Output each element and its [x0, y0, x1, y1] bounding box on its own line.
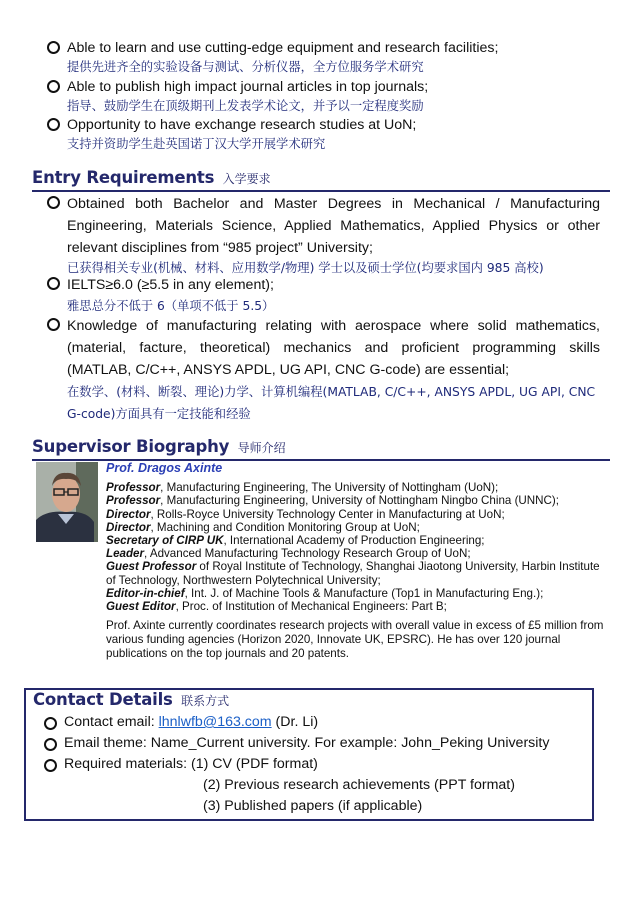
requirement-cn: 已获得相关专业(机械、材料、应用数学/物理) 学士以及硕士学位(均要求国内 985 高校) [67, 261, 544, 275]
circle-bullet-icon [47, 80, 60, 93]
role-title: Professor [106, 481, 161, 495]
requirement-en: Knowledge of manufacturing relating with aerospace where solid mathematics, (material, facture, theoretical) mechanics and proficient programming skills (MATLAB, C/C++, ANSYS APDL, UG API, CNC G-code) are essential; [67, 318, 600, 378]
email-theme-text: Email theme: Name_Current university. For example: John_Peking University [64, 735, 550, 751]
benefit-en: Able to publish high impact journal articles in top journals; [67, 79, 429, 95]
bio-role-line [106, 521, 606, 534]
benefit-cn: 支持并资助学生赴英国诺丁汉大学开展学术研究 [67, 137, 326, 151]
contact-email-suffix: (Dr. Li) [271, 714, 319, 730]
requirement-cn: 雅思总分不低于 6（单项不低于 5.5） [67, 299, 275, 313]
section-title-cn: 导师介绍 [237, 441, 286, 455]
role-title: Director [106, 520, 151, 534]
supervisor-bio [106, 462, 606, 661]
requirement-cn: 在数学、(材料、断裂、理论)力学、计算机编程(MATLAB, C/C++, ANSYS APDL, UG API, CNC G-code)方面具有一定技能和经验 [67, 385, 596, 421]
material-item: (2) Previous research achievements (PPT format) [203, 777, 515, 793]
benefit-cn: 提供先进齐全的实验设备与测试、分析仪器，全方位服务学术研究 [67, 60, 424, 74]
email-theme-row [44, 735, 549, 751]
entry-requirements-header [32, 168, 610, 192]
role-desc: , Manufacturing Engineering, The University of Nottingham (UoN); [160, 481, 499, 495]
circle-bullet-icon [44, 738, 57, 751]
bio-role-line [106, 534, 606, 547]
portrait-photo-icon [36, 462, 98, 542]
requirement-item [47, 193, 600, 278]
bio-summary: Prof. Axinte currently coordinates research projects with overall value in excess of £5 million from various funding agencies (Horizon 2020, Innovate UK, EPSRC). He has over 120 journal publications on the top journals and 20 patents. [106, 619, 604, 661]
requirement-item [47, 315, 600, 425]
contact-email-label: Contact email: [64, 714, 159, 730]
section-title: Supervisor Biography [32, 437, 230, 456]
contact-details-box [24, 688, 594, 821]
bio-role-line [106, 481, 606, 494]
role-title: Guest Editor [106, 600, 176, 614]
benefit-cn: 指导、鼓励学生在顶级期刊上发表学术论文，并予以一定程度奖励 [67, 99, 424, 113]
role-title: Guest Professor [106, 560, 197, 574]
bio-role-line [106, 600, 606, 613]
benefit-item [47, 77, 607, 116]
role-desc: , Proc. of Institution of Mechanical Engineers: Part B; [175, 600, 447, 614]
circle-bullet-icon [47, 118, 60, 131]
role-desc: , Advanced Manufacturing Technology Research Group of UoN; [144, 547, 471, 561]
role-title: Secretary of CIRP UK [106, 534, 224, 548]
required-materials-row [44, 756, 318, 772]
benefit-item [47, 38, 607, 77]
contact-email-row [44, 714, 318, 730]
circle-bullet-icon [47, 277, 60, 290]
role-desc: of Royal Institute of Technology, Shanghai Jiaotong University, Harbin Institute of Technology, Northwestern Polytechnical University; [106, 560, 600, 587]
contact-email-link[interactable]: lhnlwfb@163.com [158, 714, 272, 730]
benefit-item [47, 115, 607, 154]
role-title: Director [106, 507, 151, 521]
role-desc: , International Academy of Production Engineering; [223, 534, 485, 548]
role-desc: , Rolls-Royce University Technology Center in Manufacturing at UoN; [150, 507, 505, 521]
role-title: Leader [106, 547, 145, 561]
bio-role-line [106, 560, 606, 586]
material-item: (3) Published papers (if applicable) [203, 798, 423, 814]
bio-role-line [106, 587, 606, 600]
supervisor-biography-header [32, 437, 610, 461]
benefit-en: Able to learn and use cutting-edge equipment and research facilities; [67, 40, 499, 56]
role-desc: , Int. J. of Machine Tools & Manufacture (Top1 in Manufacturing Eng.); [184, 586, 544, 600]
circle-bullet-icon [44, 759, 57, 772]
section-title-cn: 联系方式 [181, 694, 230, 708]
required-materials-label: Required materials: [64, 756, 191, 772]
contact-details-header [33, 690, 229, 710]
bio-role-line [106, 547, 606, 560]
material-item: (1) CV (PDF format) [190, 756, 318, 772]
circle-bullet-icon [47, 41, 60, 54]
section-title-cn: 入学要求 [222, 172, 271, 186]
role-title: Professor [106, 494, 161, 508]
bio-role-line [106, 494, 606, 507]
requirement-en: Obtained both Bachelor and Master Degrees in Mechanical / Manufacturing Engineering, Materials Science, Applied Mathematics, Applied Physics or other relevant disciplines from “985 project” University; [67, 196, 600, 256]
role-desc: , Machining and Condition Monitoring Group at UoN; [150, 520, 420, 534]
circle-bullet-icon [47, 318, 60, 331]
requirement-en: IELTS≥6.0 (≥5.5 in any element); [67, 277, 274, 293]
supervisor-name: Prof. Dragos Axinte [106, 461, 223, 475]
role-title: Editor-in-chief [106, 586, 185, 600]
section-title: Entry Requirements [32, 168, 215, 187]
role-desc: , Manufacturing Engineering, University of Nottingham Ningbo China (UNNC); [160, 494, 559, 508]
benefit-en: Opportunity to have exchange research studies at UoN; [67, 117, 417, 133]
section-title: Contact Details [33, 690, 173, 709]
bio-role-line [106, 508, 606, 521]
supervisor-photo [36, 462, 98, 542]
circle-bullet-icon [47, 196, 60, 209]
circle-bullet-icon [44, 717, 57, 730]
requirement-item [47, 274, 600, 316]
